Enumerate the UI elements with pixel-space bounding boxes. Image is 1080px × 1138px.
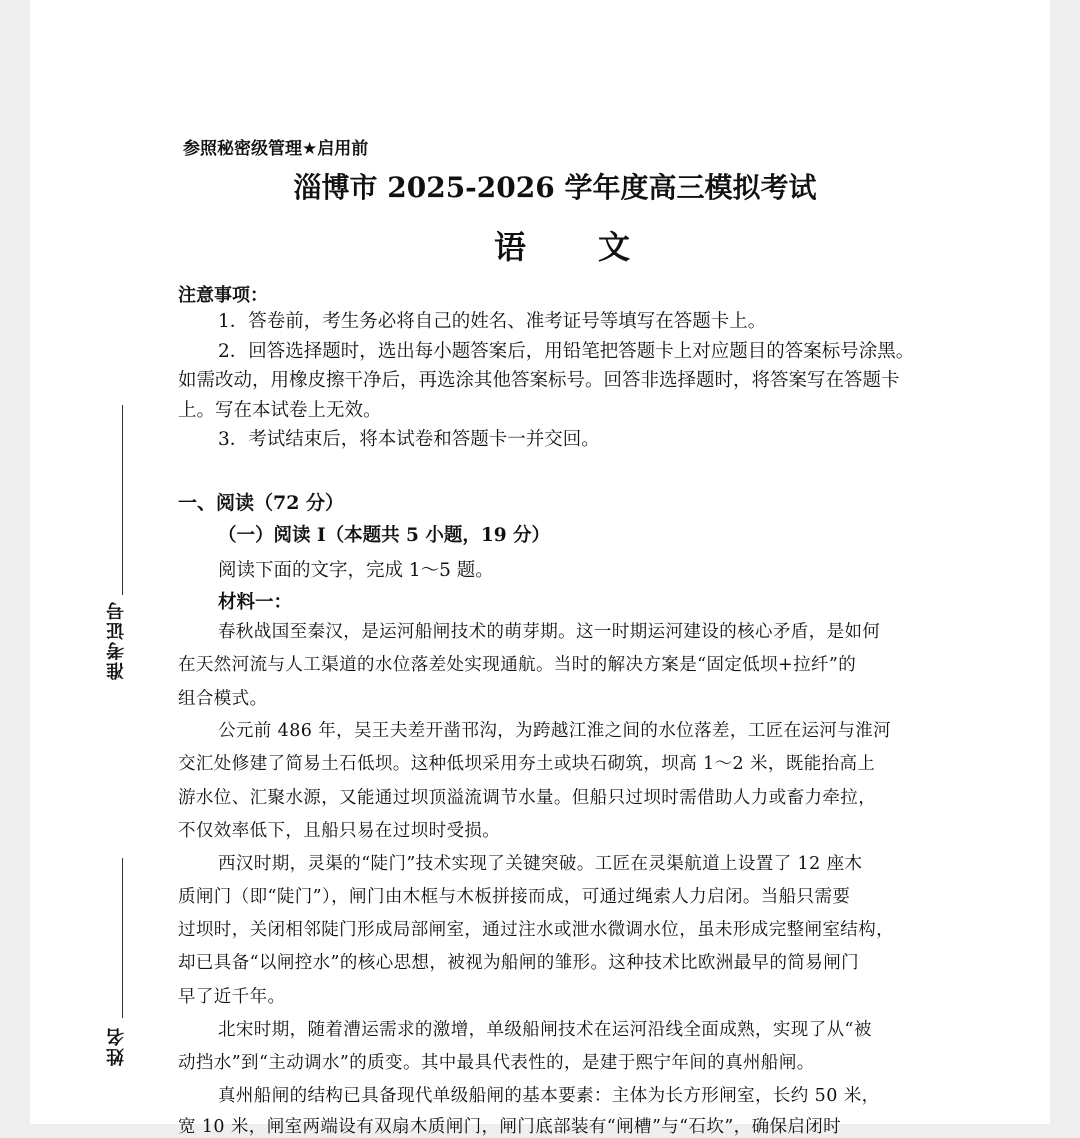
notice-line: 3．考试结束后，将本试卷和答题卡一并交回。: [218, 429, 600, 450]
passage-line: 北宋时期，随着漕运需求的激增，单级船闸技术在运河沿线全面成熟，实现了从“被: [218, 1020, 872, 1040]
passage-line: 却已具备“以闸控水”的核心思想，被视为船闸的雏形。这种技术比欧洲最早的简易闸门: [178, 953, 859, 973]
passage-line: 早了近千年。: [178, 987, 286, 1007]
subsection-heading: （一）阅读 I（本题共 5 小题，19 分）: [218, 525, 551, 546]
confidentiality-note: 参照秘密级管理★启用前: [183, 139, 369, 159]
passage-line: 过坝时，关闭相邻陡门形成局部闸室，通过注水或泄水微调水位，虽未形成完整闸室结构，: [178, 920, 894, 940]
passage-line: 在天然河流与人工渠道的水位落差处实现通航。当时的解决方案是“固定低坝+拉纤”的: [178, 655, 857, 675]
passage-line: 交汇处修建了简易土石低坝。这种低坝采用夯土或块石砌筑，坝高 1～2 米，既能抬高上: [178, 754, 876, 774]
passage-line: 西汉时期，灵渠的“陡门”技术实现了关键突破。工匠在灵渠航道上设置了 12 座木: [218, 854, 863, 874]
passage-line: 真州船闸的结构已具备现代单级船闸的基本要素：主体为长方形闸室，长约 50 米，: [218, 1086, 880, 1106]
passage-line: 游水位、汇聚水源，又能通过坝顶溢流调节水量。但船只过坝时需借助人力或畜力牵拉，: [178, 788, 877, 808]
exam-id-blank-line: [122, 405, 123, 595]
notice-line: 1．答卷前，考生务必将自己的姓名、准考证号等填写在答题卡上。: [218, 311, 767, 332]
reading-instruction: 阅读下面的文字，完成 1～5 题。: [218, 560, 494, 581]
passage-line: 春秋战国至秦汉，是运河船闸技术的萌芽期。这一时期运河建设的核心矛盾，是如何: [218, 622, 881, 642]
section-heading: 一、阅读（72 分）: [178, 492, 345, 514]
passage-line: 公元前 486 年，吴王夫差开凿邗沟，为跨越江淮之间的水位落差，工匠在运河与淮河: [218, 721, 892, 741]
exam-id-label: 准考证号: [106, 600, 127, 680]
notice-heading: 注意事项：: [178, 285, 268, 306]
notice-line: 上。写在本试卷上无效。: [178, 400, 382, 421]
passage-line: 动挡水”到“主动调水”的质变。其中最具代表性的，是建于熙宁年间的真州船闸。: [178, 1053, 815, 1073]
subject-title: 语文: [494, 228, 703, 266]
passage-line: 质闸门（即“陡门”），闸门由木框与木板拼接而成，可通过绳索人力启闭。当船只需要: [178, 887, 851, 907]
notice-line: 2．回答选择题时，选出每小题答案后，用铅笔把答题卡上对应题目的答案标号涂黑。: [218, 341, 915, 362]
material-label: 材料一：: [218, 592, 293, 613]
passage-line: 组合模式。: [178, 689, 268, 709]
passage-line: 不仅效率低下，且船只易在过坝时受损。: [178, 821, 501, 841]
notice-line: 如需改动，用橡皮擦干净后，再选涂其他答案标号。回答非选择题时，将答案写在答题卡: [178, 370, 900, 391]
exam-title: 淄博市 2025-2026 学年度高三模拟考试: [293, 171, 817, 204]
name-label: 姓名: [106, 1026, 127, 1066]
passage-line: 宽 10 米，闸室两端设有双扇木质闸门，闸门底部装有“闸槽”与“石坎”，确保启闭时: [178, 1117, 842, 1137]
name-blank-line: [122, 858, 123, 1018]
